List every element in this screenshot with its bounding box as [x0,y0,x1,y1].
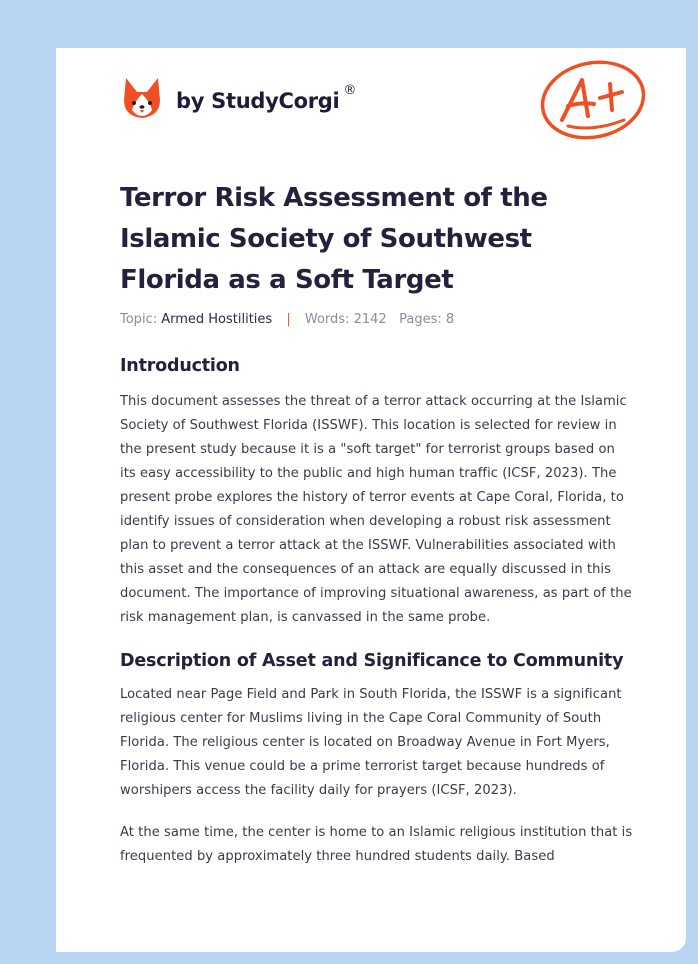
topic-label: Topic: [120,312,158,327]
corgi-icon [122,76,162,125]
paragraph: Located near Page Field and Park in South Florida, the ISSWF is a significant religious center for Muslims living in the Cape Coral Community of South Florida. The religious center is located on Broadway Avenue in Fort Myers, Florida. This venue could be a prime terrorist target because hundreds of worshipers access the facility daily for prayers (ICSF, 2023). [120,687,622,798]
topic-link[interactable]: Armed Hostilities [161,312,273,327]
registered-mark: ® [343,83,357,98]
meta-separator: | [286,312,291,327]
paragraph: At the same time, the center is home to an Islamic religious institution that is frequented by approximately three hundred students daily. Based [120,825,633,864]
page-title: Terror Risk Assessment of the Islamic Society of Southwest Florida as a Soft Target [120,183,548,295]
logo-text: by StudyCorgi [176,88,340,113]
document-meta [120,312,454,327]
section-heading-introduction: Introduction [120,356,240,376]
studycorgi-logo[interactable] [122,76,356,125]
section-heading-description: Description of Asset and Significance to Community [120,651,624,671]
words-label: Words: [304,312,350,327]
pages-count: 8 [445,312,455,327]
document-body [120,353,634,869]
words-count: 2142 [353,312,387,327]
pages-label: Pages: [399,312,442,327]
document-card [56,48,686,952]
a-plus-grade-icon [538,58,648,147]
paragraph: This document assesses the threat of a terror attack occurring at the Islamic Society of Southwest Florida (ISSWF). This location is selected for review in the present study because it is a "soft target" for terrorist groups based on its easy accessibility to the public and high human traffic (ICSF, 2023). The present probe explores the history of terror events at Cape Coral, Florida, to identify issues of consideration when developing a robust risk assessment plan to prevent a terror attack at the ISSWF. Vulnerabilities associated with this asset and the consequences of an attack are equally discussed in this document. The importance of improving situational awareness, as part of the risk management plan, is canvassed in the same probe. [120,394,632,625]
